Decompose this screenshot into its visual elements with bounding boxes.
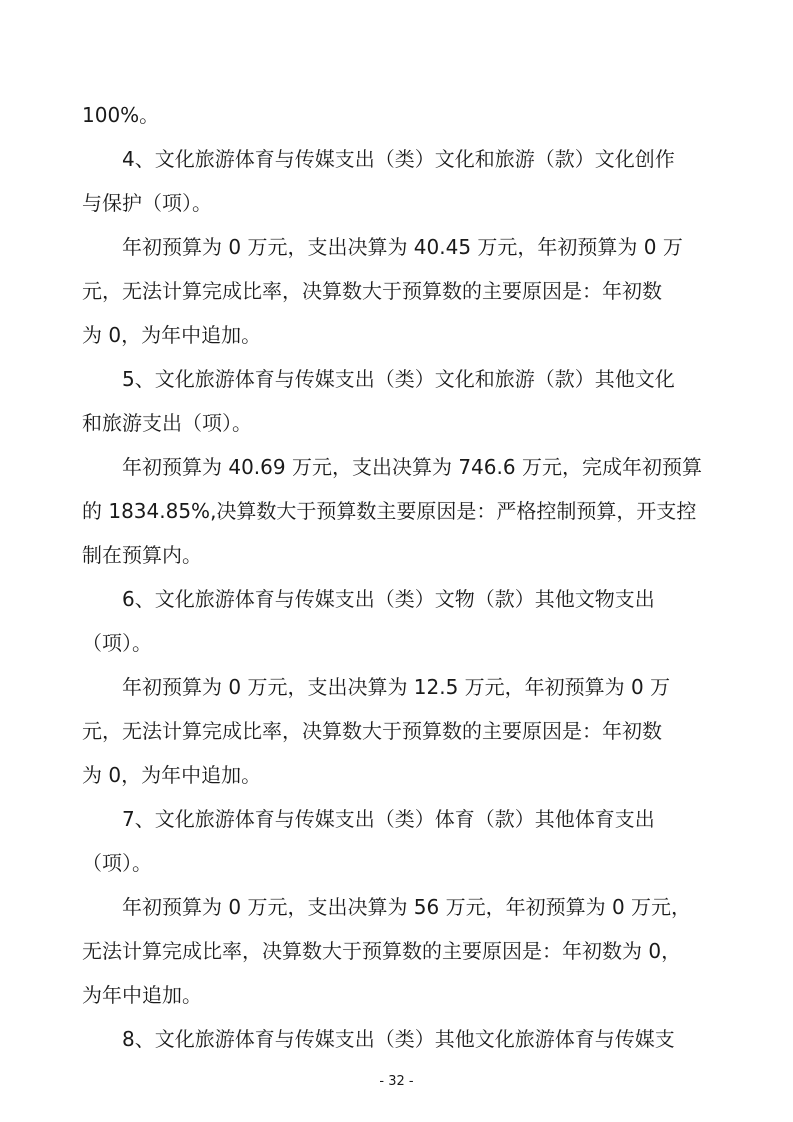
line-text: 年初预算为 0 万元，支出决算为 12.5 万元，年初预算为 0 万 [122,675,671,699]
line-text: 年初预算为 40.69 万元，支出决算为 746.6 万元，完成年初预算 [122,455,702,479]
line-text: 年初预算为 0 万元，支出决算为 56 万元，年初预算为 0 万元， [122,895,692,919]
line-text: 5、文化旅游体育与传媒支出（类）文化和旅游（款）其他文化 [122,367,675,391]
line-text: （项）。 [82,851,152,875]
page-number: - 32 - [379,1074,414,1089]
line-text: 元，无法计算完成比率，决算数大于预算数的主要原因是：年初数 [82,719,662,743]
line-text: 4、文化旅游体育与传媒支出（类）文化和旅游（款）文化创作 [122,147,675,171]
line-text: 8、文化旅游体育与传媒支出（类）其他文化旅游体育与传媒支 [122,1027,675,1051]
line-text: 的 1834.85%,决算数大于预算数主要原因是：严格控制预算，开支控 [82,499,697,523]
line-text: 无法计算完成比率，决算数大于预算数的主要原因是：年初数为 0， [82,939,682,963]
line-text: 6、文化旅游体育与传媒支出（类）文物（款）其他文物支出 [122,587,655,611]
line-text: 7、文化旅游体育与传媒支出（类）体育（款）其他体育支出 [122,807,655,831]
line-text: 年初预算为 0 万元，支出决算为 40.45 万元，年初预算为 0 万 [122,235,683,259]
line-text: （项）。 [82,631,152,655]
line-text: 为年中追加。 [82,983,202,1007]
line-text: 和旅游支出（项）。 [82,411,252,435]
line-text: 100%。 [82,103,160,127]
line-text: 与保护（项）。 [82,191,212,215]
line-text: 制在预算内。 [82,543,202,567]
line-text: 为 0，为年中追加。 [82,763,262,787]
line-text: 为 0，为年中追加。 [82,323,262,347]
line-text: 元，无法计算完成比率，决算数大于预算数的主要原因是：年初数 [82,279,662,303]
